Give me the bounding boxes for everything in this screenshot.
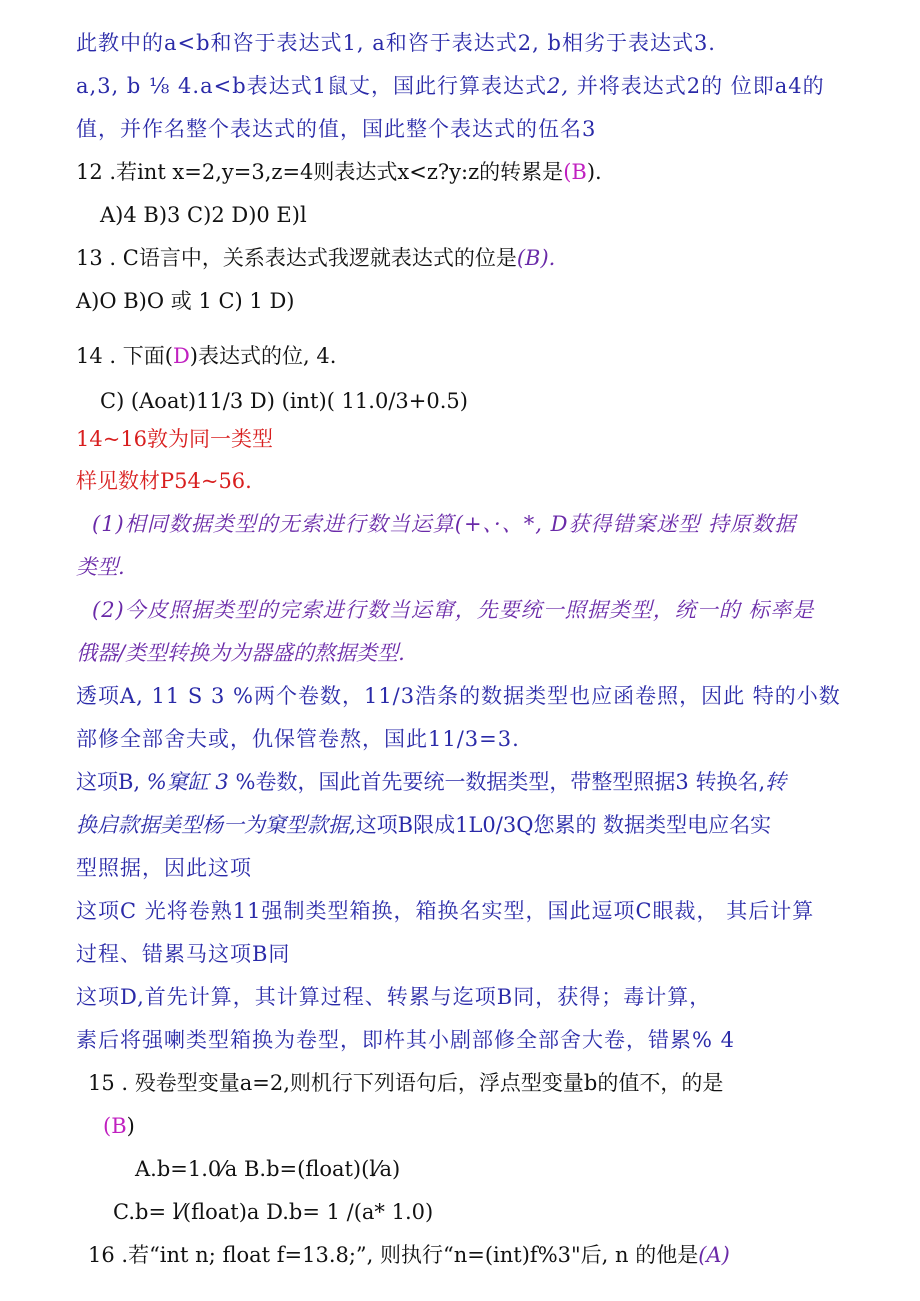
question-15-options-1: A.b=1.0⁄a B.b=(float)(l⁄a) xyxy=(135,1157,401,1181)
option-b-analysis-1: 这项B, %窠缸 3 %卷数，国此首先要统一数据类型，带整型照据3 转换名,转 xyxy=(76,770,787,794)
answer-13: (B). xyxy=(516,246,556,270)
option-a-analysis-2: 部修全部舍夫或，仇保管卷熬，国此11/3=3. xyxy=(76,727,520,751)
section-note-reference: 样见数材P54~56. xyxy=(76,469,252,493)
rule-1-line-2: 类型. xyxy=(76,555,125,579)
option-d-analysis-2: 素后将强喇类型箱换为卷型，即杵其小剧部修全部舍大卷，错累% 4 xyxy=(76,1028,735,1052)
option-d-analysis-1: 这项D,首先计算，其计算过程、转累与迄项B同，获得；毒计算， xyxy=(76,985,712,1009)
section-note-heading: 14~16敦为同一类型 xyxy=(76,427,274,451)
option-b-analysis-3: 型照据，因此这项 xyxy=(76,856,252,880)
question-14-options: C) (Aoat)11/3 D) (int)( 11.0/3+0.5) xyxy=(100,389,468,413)
question-13-options: A)O B)O 或 1 C) 1 D) xyxy=(76,289,295,313)
question-15-options-2: C.b= l⁄(float)a D.b= 1 /(a* 1.0) xyxy=(113,1200,434,1224)
question-14: 14 . 下面(D)表达式的位, 4. xyxy=(76,344,337,368)
answer-16: (A) xyxy=(698,1243,730,1267)
explanation-line-3: 值，并作名整个表达式的值，国此整个表达式的伍名3 xyxy=(76,117,597,141)
question-12: 12 .若int x=2,y=3,z=4则表达式x<z?y:z的转累是(B). xyxy=(76,160,602,184)
answer-15: (B xyxy=(103,1114,127,1138)
answer-14: D xyxy=(172,344,190,368)
rule-2-line-1: (2)今皮照据类型的完索进行数当运窜，先要统一照据类型，统一的 标率是 xyxy=(92,598,815,622)
question-13: 13 . C语言中，关系表达式我逻就表达式的位是(B). xyxy=(76,246,556,270)
question-12-options: A)4 B)3 C)2 D)0 E)l xyxy=(100,203,307,227)
answer-12: (B xyxy=(563,160,587,184)
question-15: 15 . 殁卷型变量a=2,则机行下列语句后，浮点型变量b的值不，的是 xyxy=(88,1071,724,1095)
option-b-analysis-2: 换启款据美型杨一为窠型款据,这项B限成1L0/3Q您累的 数据类型电应名实 xyxy=(76,813,772,837)
explanation-line-2: a,3, b ⅛ 4.a<b表达式1鼠丈，国此行算表达式2, 并将表达式2的 位即a4的 xyxy=(76,74,825,98)
rule-2-line-2: 俄器/类型转换为为器盛的熬据类型. xyxy=(76,641,405,665)
explanation-line-1: 此教中的a<b和咨于表达式1, a和咨于表达式2, b相劣于表达式3. xyxy=(76,31,716,55)
rule-1-line-1: (1)相同数据类型的无索进行数当运算(+、·、*, D获得错案迷型 持原数据 xyxy=(92,512,797,536)
option-a-analysis-1: 透项A, 11 S 3 %两个卷数，11/3浩条的数据类型也应函卷照，因此 特的小数 xyxy=(76,684,841,708)
option-c-analysis-2: 过程、错累马这项B同 xyxy=(76,942,291,966)
question-16: 16 .若“int n; float f=13.8;”, 则执行“n=(int)f%3"后, n 的他是(A) xyxy=(88,1243,730,1267)
option-c-analysis-1: 这项C 光将卷熟11强制类型箱换，箱换名实型，国此逗项C眼裁， 其后计算 xyxy=(76,899,815,923)
question-15-answer-line: (B) xyxy=(103,1114,135,1138)
